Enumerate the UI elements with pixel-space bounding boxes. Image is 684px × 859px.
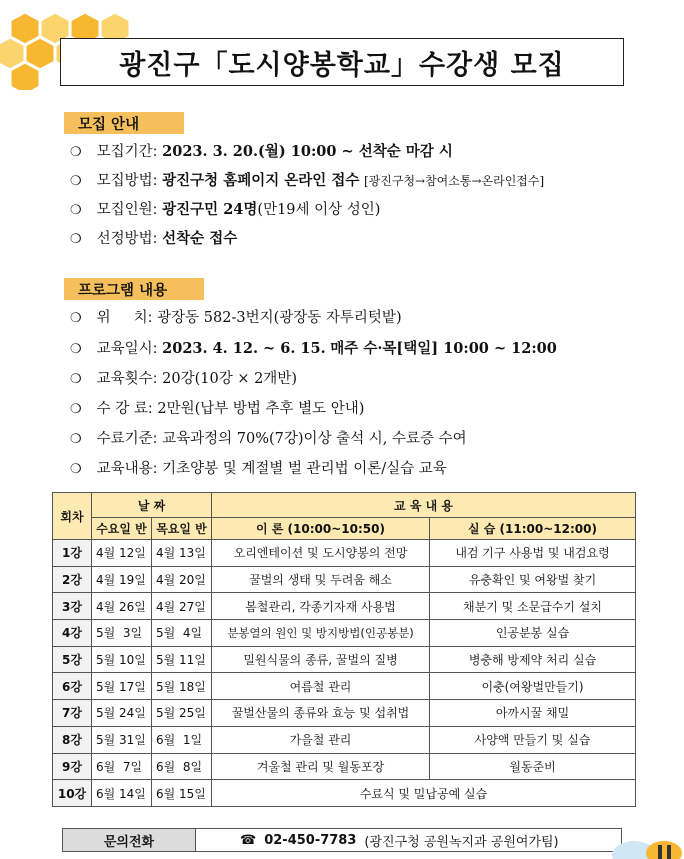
header-date: 날 짜 — [92, 493, 212, 518]
circle-bullet-icon: ❍ — [70, 311, 82, 326]
program-schedule: ❍ 교육일시: 2023. 4. 12. ~ 6. 15. 매주 수·목[택일] 10:00 ~ 12:00 — [70, 338, 557, 360]
circle-bullet-icon: ❍ — [70, 462, 82, 477]
circle-bullet-icon: ❍ — [70, 174, 82, 189]
contact-dept: (광진구청 공원녹지과 공원여가팀) — [364, 834, 559, 850]
circle-bullet-icon: ❍ — [70, 232, 82, 247]
program-heading: 프로그램 내용 — [64, 278, 204, 300]
table-row: 3강 4월 26일 4월 27일 봄철관리, 각종기자재 사용법 채분기 및 소문급수기 설치 — [53, 593, 636, 620]
circle-bullet-icon: ❍ — [70, 145, 82, 160]
title-box — [60, 38, 624, 86]
header-wed: 수요일 반 — [92, 518, 152, 540]
program-sessions: ❍ 교육횟수: 20강(10강 × 2개반) — [70, 368, 297, 390]
table-row: 5강 5월 10일 5월 11일 밀원식물의 종류, 꿀벌의 질병 병충해 방제약 처리 실습 — [53, 646, 636, 673]
program-completion: ❍ 수료기준: 교육과정의 70%(7강)이상 출석 시, 수료증 수여 — [70, 428, 467, 450]
table-row: 8강 5월 31일 6월 1일 가을철 관리 사양액 만들기 및 실습 — [53, 726, 636, 753]
schedule-table — [52, 492, 636, 807]
recruit-period: ❍ 모집기간: 2023. 3. 20.(월) 10:00 ~ 선착순 마감 시 — [70, 141, 453, 163]
circle-bullet-icon: ❍ — [70, 372, 82, 387]
phone-icon: ☎ — [240, 832, 257, 848]
bee-decoration — [574, 819, 684, 859]
table-row: 2강 4월 19일 4월 20일 꿀벌의 생태 및 두려움 해소 유충확인 및 여왕벌 찾기 — [53, 566, 636, 593]
header-theory: 이 론 (10:00~10:50) — [212, 518, 430, 540]
table-row: 6강 5월 17일 5월 18일 여름철 관리 이충(여왕벌만들기) — [53, 673, 636, 700]
header-practice: 실 습 (11:00~12:00) — [430, 518, 636, 540]
contact-value — [196, 829, 621, 851]
circle-bullet-icon: ❍ — [70, 203, 82, 218]
program-location: ❍ 위 치: 광장동 582-3번지(광장동 자투리텃밭) — [70, 307, 402, 329]
recruit-heading: 모집 안내 — [64, 112, 184, 134]
header-round: 회차 — [53, 493, 92, 540]
contact-label: 문의전화 — [63, 829, 196, 851]
recruit-method: ❍ 모집방법: 광진구청 홈페이지 온라인 접수 [광진구청→참여소통→온라인접수] — [70, 170, 544, 192]
circle-bullet-icon: ❍ — [70, 342, 82, 357]
recruit-selection: ❍ 선정방법: 선착순 접수 — [70, 228, 237, 250]
program-content: ❍ 교육내용: 기초양봉 및 계절별 벌 관리법 이론/실습 교육 — [70, 458, 447, 480]
header-content: 교 육 내 용 — [212, 493, 636, 518]
contact-phone: 02-450-7783 — [264, 832, 357, 848]
table-row: 7강 5월 24일 5월 25일 꿀벌산물의 종류와 효능 및 섭취법 아까시꿀 채밀 — [53, 700, 636, 727]
table-row: 1강 4월 12일 4월 13일 오리엔테이션 및 도시양봉의 전망 내검 기구 사용법 및 내검요령 — [53, 540, 636, 567]
table-row: 9강 6월 7일 6월 8일 겨울철 관리 및 월동포장 월동준비 — [53, 753, 636, 780]
circle-bullet-icon: ❍ — [70, 432, 82, 447]
program-fee: ❍ 수 강 료: 2만원(납부 방법 추후 별도 안내) — [70, 398, 364, 420]
table-row: 10강 6월 14일 6월 15일 수료식 및 밀납공예 실습 — [53, 780, 636, 807]
recruit-count: ❍ 모집인원: 광진구민 24명(만19세 이상 성인) — [70, 199, 380, 221]
table-row: 4강 5월 3일 5월 4일 분봉열의 원인 및 방지방법(인공봉분) 인공분봉 실습 — [53, 620, 636, 647]
header-thu: 목요일 반 — [152, 518, 212, 540]
contact-bar — [62, 828, 622, 852]
page-title: 광진구「도시양봉학교」수강생 모집 — [119, 49, 565, 81]
circle-bullet-icon: ❍ — [70, 402, 82, 417]
